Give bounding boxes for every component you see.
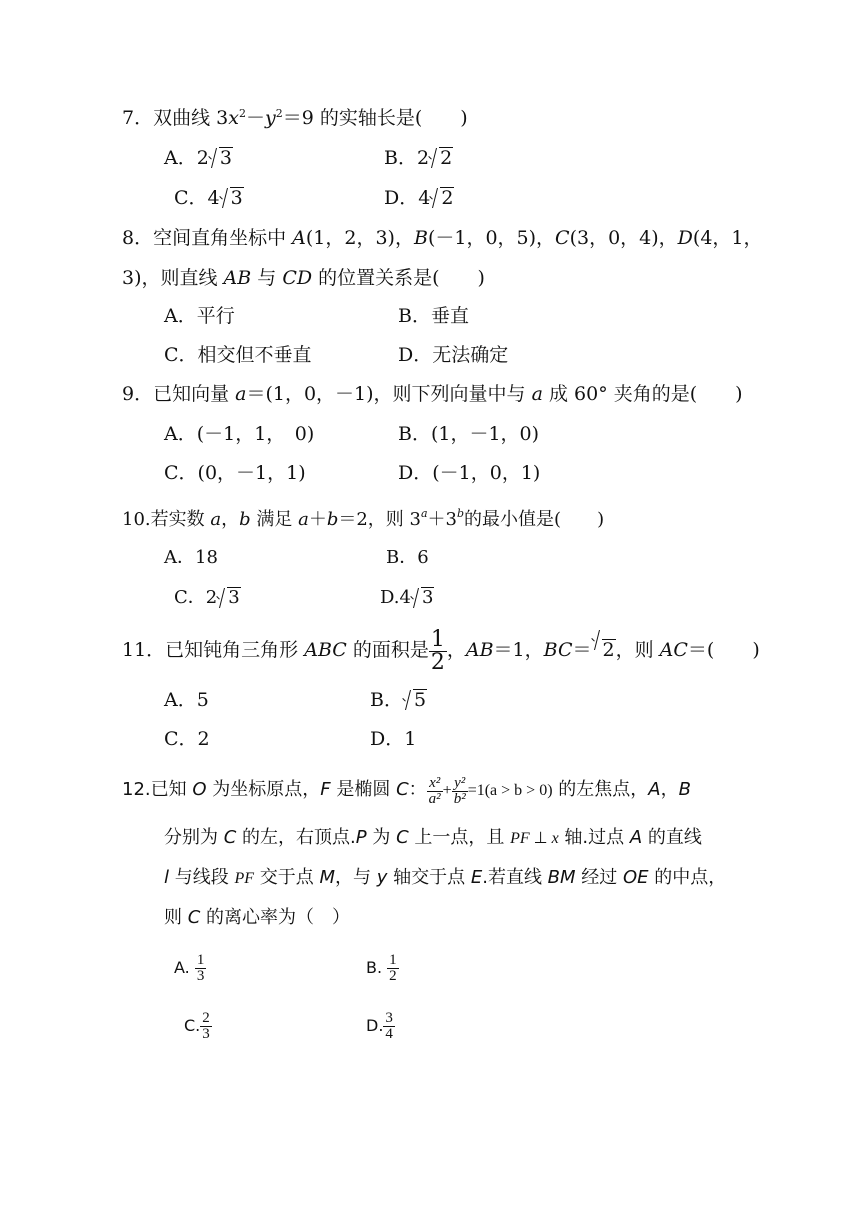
q10-var-b: b (239, 509, 251, 530)
q8-point-d: D (677, 227, 693, 249)
q7-option-a-radicand: 3 (219, 147, 232, 169)
q8-coord-d: (4，1， (692, 227, 763, 249)
q9-option-a[interactable]: A．(－1，1， 0) (164, 423, 315, 445)
q11-fraction (429, 626, 447, 675)
sqrt-symbol (429, 146, 453, 170)
q12-text-j: 轴.过点 (558, 827, 630, 848)
q11-text-a: 11．已知钝角三角形 (122, 639, 305, 661)
q12-ellipse-4: C (187, 907, 201, 928)
q11-text-g: ＝( ) (687, 639, 760, 661)
q10-text-d: ＝2，则 3 (338, 509, 421, 530)
q7-var-x: x (228, 107, 239, 129)
q9-vector-a-2: a (531, 383, 543, 405)
q10-text-b: 满足 (250, 509, 299, 530)
q8-line-cd: CD (282, 267, 313, 289)
q10-text-f: 的最小值是( ) (464, 509, 605, 530)
q8-coord-b: (－1，0，5)， (427, 227, 556, 249)
q8-option-a[interactable]: A．平行 (164, 305, 235, 327)
q12-option-c-den: 3 (202, 1026, 210, 1042)
q7-option-d-label: D．4 (384, 187, 431, 209)
q12-condition: =1(a > b > 0) (467, 782, 553, 799)
q12-perp: ⊥ (529, 830, 552, 847)
question-9-stem (122, 382, 743, 406)
q10-exp-a: a (420, 507, 428, 520)
q7-option-c-label: C．4 (174, 187, 220, 209)
q11-text-d: ＝1， (493, 639, 544, 661)
q12-text-p: .若直线 (482, 867, 548, 888)
q12-comma: ， (660, 779, 679, 800)
q12-segment-pf-2: PF (234, 870, 255, 887)
q12-option-a-den: 3 (196, 968, 205, 984)
q7-option-b-label: B．2 (384, 147, 430, 169)
q12-text-r: 的中点， (648, 867, 727, 888)
q7-option-a[interactable] (164, 146, 233, 170)
q11-text-f: ，则 (615, 639, 660, 661)
q12-segment-pf: PF (510, 830, 530, 847)
q7-option-a-label: A．2 (164, 147, 209, 169)
q10-option-d[interactable] (380, 586, 434, 610)
q10-option-c[interactable] (174, 586, 241, 610)
q12-option-b-fraction (387, 953, 399, 984)
q12-option-c-fraction (200, 1011, 212, 1042)
q12-text-t: 的离心率为（ ） (200, 907, 351, 928)
question-8-stem-line-2 (122, 266, 485, 290)
q10-var-a-2: a (298, 509, 309, 530)
sqrt-symbol (217, 586, 240, 610)
q7-exp-2: 2 (275, 107, 283, 120)
q12-frac-x-den: a² (428, 790, 441, 807)
q7-text-b: ＝9 的实轴长是( ) (282, 107, 468, 129)
q11-option-d[interactable]: D．1 (370, 728, 417, 750)
q12-text-e: 的左焦点， (552, 779, 649, 800)
q12-option-c-num: 2 (202, 1010, 210, 1026)
question-11-stem (122, 628, 760, 674)
q12-frac-y (452, 776, 468, 807)
q10-var-a: a (210, 509, 222, 530)
q12-option-a[interactable] (174, 948, 206, 988)
sqrt-symbol (411, 586, 434, 610)
q11-text-b: 的面积是 (346, 639, 429, 661)
q10-option-b[interactable]: B．6 (386, 547, 429, 568)
q12-ellipse-2: C (223, 827, 237, 848)
q12-option-c[interactable] (184, 1006, 212, 1046)
q10-text-a: 10.若实数 (122, 509, 211, 530)
q11-option-b-radicand: 5 (413, 689, 427, 711)
q7-exp-1: 2 (238, 107, 246, 120)
q12-text-g: 的左，右顶点. (236, 827, 356, 848)
question-12-stem-line-4 (164, 906, 350, 930)
q11-side-ac: AC (659, 639, 688, 661)
q12-text-f: 分别为 (164, 827, 224, 848)
q12-option-d-label: D. (366, 1016, 384, 1035)
q7-number: 7． (122, 107, 154, 129)
q10-option-d-radicand: 3 (421, 587, 434, 608)
q12-text-q: 经过 (575, 867, 624, 888)
q12-y-axis: y (376, 867, 388, 888)
q12-text-h: 为 (366, 827, 397, 848)
q7-option-c[interactable] (174, 186, 244, 210)
q9-option-b[interactable]: B．(1，－1，0) (398, 423, 540, 445)
q10-option-c-radicand: 3 (228, 587, 240, 608)
q12-option-d-fraction (383, 1011, 395, 1042)
q12-text-s: 则 (164, 907, 188, 928)
sqrt-symbol (220, 186, 244, 210)
q12-text-c: 是椭圆 (330, 779, 397, 800)
q12-text-n: ，与 (335, 867, 377, 888)
q12-point-p: P (355, 827, 367, 848)
q8-point-c: C (555, 227, 570, 249)
q7-var-y: y (264, 107, 276, 129)
q12-focus: F (320, 779, 331, 800)
q11-option-b-label: B． (370, 689, 403, 711)
sqrt-symbol (430, 186, 454, 210)
q12-line-l: l (164, 867, 170, 888)
q12-option-a-num: 1 (196, 952, 205, 968)
q11-equals: ＝ (572, 639, 592, 661)
q12-point-m: M (319, 867, 335, 888)
q8-option-b[interactable]: B．垂直 (398, 305, 469, 327)
q12-ellipse-equation (427, 774, 553, 807)
q8-line-ab: AB (223, 267, 252, 289)
q12-option-a-label: A. (174, 958, 190, 977)
q11-side-bc: BC (543, 639, 573, 661)
q12-option-b[interactable] (366, 948, 399, 988)
q12-text-k: 的直线 (642, 827, 702, 848)
q9-option-c[interactable]: C．(0，－1，1) (164, 462, 306, 484)
q8-option-c[interactable]: C．相交但不垂直 (164, 344, 312, 366)
question-12-stem-line-2 (164, 826, 702, 851)
q8-text-a: 8．空间直角坐标中 (122, 227, 293, 249)
q10-option-c-label: C．2 (174, 587, 218, 608)
q12-text-b: 为坐标原点， (206, 779, 321, 800)
q8-coord-a: (1，2，3)， (305, 227, 414, 249)
q10-exp-b: b (457, 507, 465, 520)
q12-origin: O (192, 779, 207, 800)
question-12-stem-line-1 (122, 766, 691, 815)
q9-text-c: 成 60° 夹角的是( ) (542, 383, 743, 405)
q10-text-e: ＋3 (427, 509, 457, 530)
sqrt-symbol (209, 146, 233, 170)
q12-plus: + (442, 782, 452, 799)
q8-text-d: 的位置关系是( ) (312, 267, 485, 289)
q12-option-d-den: 4 (385, 1026, 393, 1042)
q12-segment-oe: OE (623, 867, 649, 888)
q11-side-ab: AB (465, 639, 494, 661)
q8-point-b: B (413, 227, 428, 249)
q8-text-c: 与 (251, 267, 283, 289)
q12-line-bm: BM (547, 867, 576, 888)
q12-point-a: A (648, 779, 661, 800)
q11-radicand: 2 (602, 639, 615, 661)
q12-text-l: 与线段 (169, 867, 235, 888)
q12-point-e: E (470, 867, 483, 888)
q8-point-a: A (292, 227, 306, 249)
question-7-stem (122, 106, 468, 130)
q9-vector-a: a (235, 383, 247, 405)
question-12-stem-line-3 (164, 866, 726, 891)
q12-option-b-label: B. (366, 958, 383, 977)
q12-frac-x (427, 776, 443, 807)
q11-option-b[interactable] (370, 688, 427, 712)
q9-text-a: 9．已知向量 (122, 383, 236, 405)
q12-option-b-num: 1 (389, 952, 397, 968)
q8-text-b: 3)，则直线 (122, 267, 224, 289)
q7-option-d-radicand: 2 (441, 187, 454, 209)
q12-frac-x-num: x² (427, 776, 443, 792)
q9-text-b: ＝(1，0，－1)，则下列向量中与 (246, 383, 532, 405)
q11-comma: ， (446, 639, 466, 661)
q12-text-o: 轴交于点 (387, 867, 471, 888)
q8-option-d[interactable]: D．无法确定 (398, 344, 509, 366)
q11-option-c[interactable]: C．2 (164, 728, 210, 750)
q8-coord-c: (3，0，4)， (569, 227, 678, 249)
q12-ellipse: C (396, 779, 409, 800)
q7-option-b-radicand: 2 (440, 147, 453, 169)
q10-comma: ， (221, 509, 240, 530)
q12-option-d[interactable] (366, 1006, 395, 1046)
q12-frac-y-num: y² (452, 776, 468, 792)
q12-colon: ： (408, 779, 427, 800)
q11-triangle: ABC (304, 639, 347, 661)
q11-frac-num: 1 (430, 626, 445, 652)
q12-text-a: 12.已知 (122, 779, 193, 800)
q12-option-a-fraction (195, 953, 207, 984)
q7-option-b[interactable] (384, 146, 453, 170)
q7-text-a: 双曲线 3 (153, 107, 229, 129)
question-10-stem (122, 508, 604, 532)
question-8-stem-line-1 (122, 226, 763, 250)
q12-option-b-den: 2 (389, 968, 397, 984)
q10-option-a[interactable]: A．18 (164, 547, 218, 568)
q12-option-c-label: C. (184, 1016, 201, 1035)
q12-point-a-2: A (629, 827, 643, 848)
q12-text-m: 交于点 (254, 867, 320, 888)
q7-option-c-radicand: 3 (230, 187, 243, 209)
q12-ellipse-3: C (396, 827, 409, 848)
q10-var-b-2: b (326, 509, 339, 530)
q9-option-d[interactable]: D．(－1，0，1) (398, 462, 541, 484)
q11-option-a[interactable]: A．5 (164, 689, 209, 711)
q10-plus: ＋ (308, 509, 327, 530)
q12-text-i: 上一点，且 (408, 827, 511, 848)
q11-frac-den: 2 (430, 649, 445, 675)
q12-frac-y-den: b² (453, 790, 466, 807)
sqrt-symbol (403, 688, 427, 712)
q12-point-b: B (678, 779, 691, 800)
q10-option-d-label: D.4 (380, 587, 411, 608)
sqrt-symbol (592, 628, 616, 672)
q12-option-d-num: 3 (385, 1010, 393, 1026)
q12-x-axis: x (551, 830, 559, 847)
q7-option-d[interactable] (384, 186, 454, 210)
q7-minus: － (245, 107, 265, 129)
